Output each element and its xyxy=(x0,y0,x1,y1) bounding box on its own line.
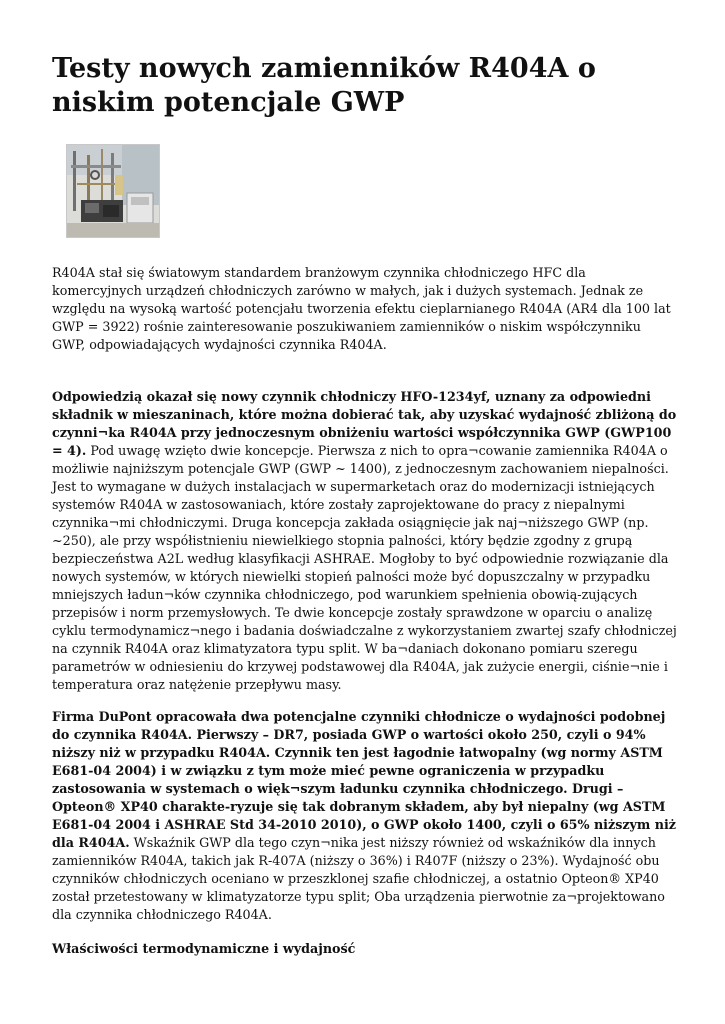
intro-paragraph: R404A stał się światowym standardem branżowym czynnika chłodniczego HFC dla komercyjnych urządzeń chłodniczych zarówno w małych, jak i dużych systemach. Jednak ze względu na wysoką wartość potencjału tworzenia efektu cieplarnianego R404A (AR4 dla 100 lat GWP = 3922) rośnie zainteresowanie poszukiwaniem zamienników o niskim współczynniku GWP, odpowiadających wydajności czynnika R404A. xyxy=(52,265,671,352)
photo-refrigeration-test-rig xyxy=(66,144,160,238)
paragraph-dupont-body: Wskaźnik GWP dla tego czyn¬nika jest niższy również od wskaźników dla innych zamienników R404A, takich jak R-407A (niższy o 36%) i R407F (niższy o 23%). Wydajność obu czynników chłodniczych oceniano w przeszklonej szafie chłodniczej, a ostatnio Opteon® XP40 został przetestowany w klimatyzatorze typu split; Oba urządzenia pierwotnie za¬projektowano dla czynnika chłodniczego R404A. xyxy=(52,835,665,922)
paragraph-hfo-concepts xyxy=(52,388,677,694)
paragraph-dupont xyxy=(52,708,677,924)
paragraph-dupont-lead: Firma DuPont opracowała dwa potencjalne czynniki chłodnicze o wydajności podobnej do czynnika R404A. Pierwszy – DR7, posiada GWP o wartości około 250, czyli o 94% niższy niż w przypadku R404A. Czynnik ten jest łagodnie łatwopalny (wg normy ASTM E681-04 2004) i w związku z tym może mieć pewne ograniczenia w przypadku zastosowania w systemach o więk¬szym ładunku czynnika chłodniczego. Drugi – Opteon® XP40 charakte-ryzuje się tak dobranym składem, aby był niepalny (wg ASTM E681-04 2004 i ASHRAE Std 34-2010 2010), o GWP około 1400, czyli o 65% niższym niż dla R404A. xyxy=(52,709,677,850)
paragraph-hfo-lead: Odpowiedzią okazał się nowy czynnik chłodniczy HFO-1234yf, uznany za odpowiedni składnik w mieszaninach, które można dobierać tak, aby uzyskać wydajność zbliżoną do czynni¬ka R404A przy jednoczesnym obniżeniu wartości współczynnika GWP (GWP100 = 4). xyxy=(52,389,677,458)
page-title: Testy nowych zamienników R404A o niskim potencjale GWP xyxy=(52,53,596,118)
section-heading: Właściwości termodynamiczne i wydajność xyxy=(52,941,356,956)
test-rig-image xyxy=(67,145,159,237)
paragraph-hfo-body: Pod uwagę wzięto dwie koncepcje. Pierwsza z nich to opra¬cowanie zamiennika R404A o możliwie najniższym potencjale GWP (GWP ~ 1400), z jednoczesnym zachowaniem niepalności. Jest to wymagane w dużych instalacjach w supermarketach oraz do modernizacji istniejących systemów R404A w zastosowaniach, które zostały zaprojektowane do pracy z niepalnymi czynnika¬mi chłodniczymi. Druga koncepcja zakłada osiągnięcie jak naj¬niższego GWP (np. ~250), ale przy współistnieniu niewielkiego stopnia palności, który będzie zgodny z grupą bezpieczeństwa A2L według klasyfikacji ASHRAE. Mogłoby to być odpowiednie rozwiązanie dla nowych systemów, w których niewielki stopień palności może być dopuszczalny w przypadku mniejszych ładun¬ków czynnika chłodniczego, pod warunkiem spełnienia obowią-zujących przepisów i norm przemysłowych. Te dwie koncepcje zostały sprawdzone w oparciu o analizę cyklu termodynamicz¬nego i badania doświadczalne z wykorzystaniem zwartej szafy chłodniczej na czynnik R404A oraz klimatyzatora typu split. W ba¬daniach dokonano pomiaru szeregu parametrów w odniesieniu do krzywej podstawowej dla R404A, jak zużycie energii, ciśnie¬nie i temperatura oraz natężenie przepływu masy. xyxy=(52,443,677,692)
